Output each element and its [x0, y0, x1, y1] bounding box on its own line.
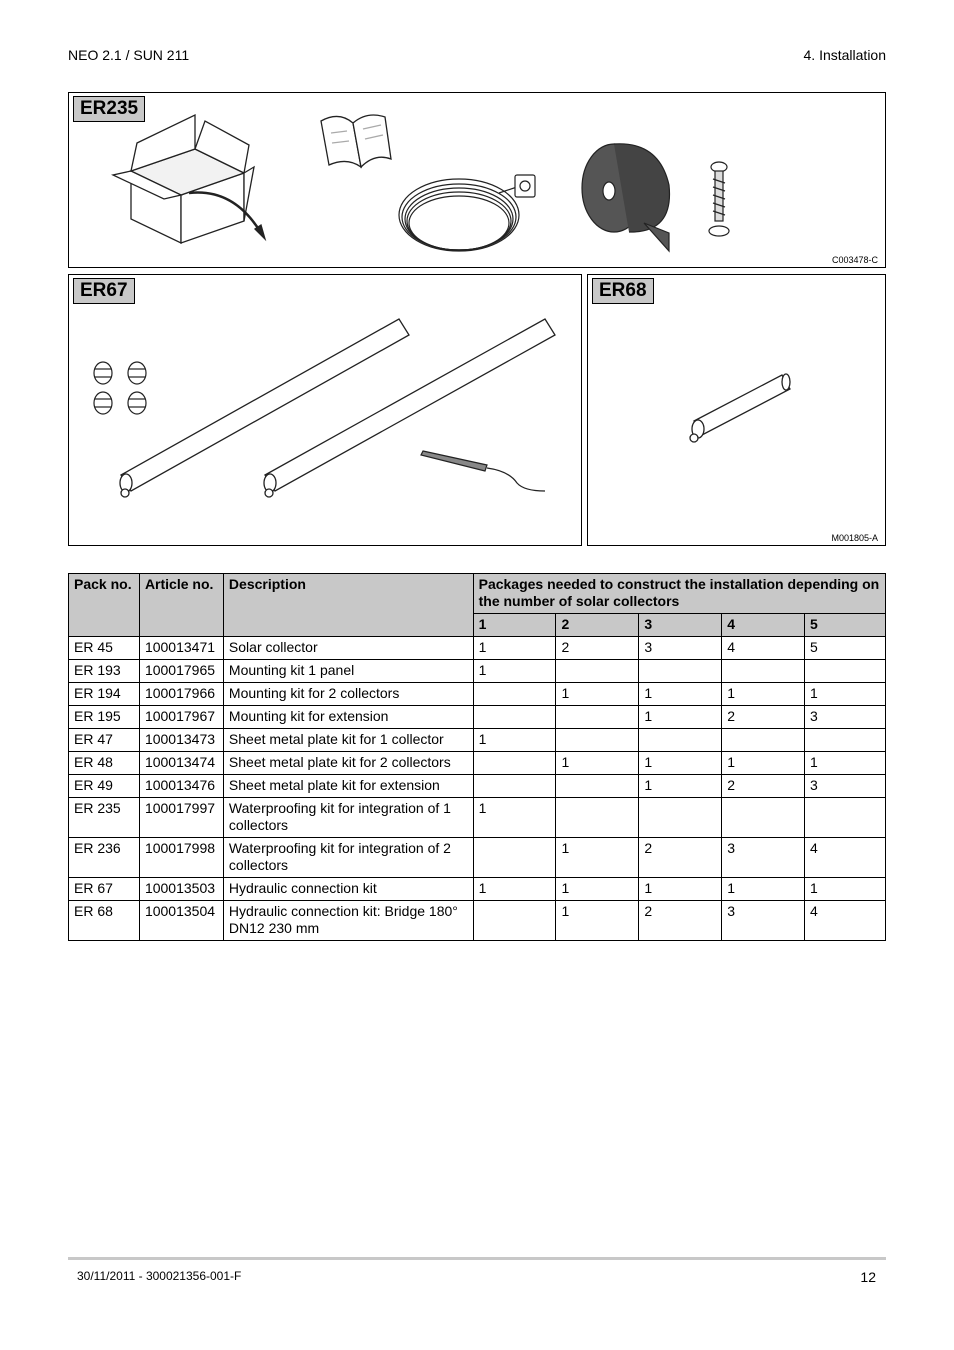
col-header-count: 5 [805, 614, 886, 637]
pack-cell: ER 49 [69, 775, 140, 798]
count-cell: 1 [722, 878, 805, 901]
count-cell: 3 [805, 706, 886, 729]
count-cell [722, 798, 805, 838]
count-cell: 1 [639, 878, 722, 901]
table-row [69, 683, 886, 706]
article-cell: 100017998 [139, 838, 223, 878]
description-cell: Hydraulic connection kit [223, 878, 473, 901]
col-header-description: Description [223, 574, 473, 637]
pack-cell: ER 195 [69, 706, 140, 729]
header-section: 4. Installation [803, 47, 886, 63]
col-header-count: 3 [639, 614, 722, 637]
count-cell: 2 [722, 706, 805, 729]
count-cell [473, 752, 556, 775]
count-cell: 1 [639, 683, 722, 706]
footer-doc-ref: 30/11/2011 - 300021356-001-F [77, 1269, 242, 1283]
table-row [69, 901, 886, 941]
figure-label-er235: ER235 [73, 96, 145, 122]
table-row [69, 752, 886, 775]
count-cell: 1 [639, 706, 722, 729]
er68-illustration [588, 275, 887, 547]
count-cell [722, 729, 805, 752]
count-cell: 4 [805, 838, 886, 878]
count-cell [639, 660, 722, 683]
count-cell: 1 [473, 878, 556, 901]
col-header-article: Article no. [139, 574, 223, 637]
count-cell: 1 [639, 752, 722, 775]
col-header-pack: Pack no. [69, 574, 140, 637]
footer-divider [68, 1257, 886, 1260]
count-cell [556, 798, 639, 838]
count-cell [556, 706, 639, 729]
description-cell: Waterproofing kit for integration of 2 collectors [223, 838, 473, 878]
count-cell: 3 [722, 838, 805, 878]
count-cell: 1 [473, 798, 556, 838]
figure-code-er235: C003478-C [831, 255, 878, 265]
count-cell: 1 [805, 683, 886, 706]
count-cell: 5 [805, 637, 886, 660]
table-row [69, 706, 886, 729]
table-row [69, 775, 886, 798]
article-cell: 100017967 [139, 706, 223, 729]
figure-code-er68: M001805-A [831, 533, 878, 543]
pack-cell: ER 47 [69, 729, 140, 752]
col-header-count: 4 [722, 614, 805, 637]
description-cell: Sheet metal plate kit for extension [223, 775, 473, 798]
er67-illustration [69, 275, 583, 547]
count-cell [722, 660, 805, 683]
pipe-bridge-icon [690, 374, 790, 442]
table-row [69, 637, 886, 660]
description-cell: Mounting kit 1 panel [223, 660, 473, 683]
count-cell [556, 775, 639, 798]
article-cell: 100013504 [139, 901, 223, 941]
figure-er235 [68, 92, 886, 268]
count-cell: 1 [556, 752, 639, 775]
pack-cell: ER 48 [69, 752, 140, 775]
pack-cell: ER 67 [69, 878, 140, 901]
description-cell: Mounting kit for extension [223, 706, 473, 729]
col-header-count: 2 [556, 614, 639, 637]
count-cell [805, 798, 886, 838]
description-cell: Waterproofing kit for integration of 1 collectors [223, 798, 473, 838]
article-cell: 100017997 [139, 798, 223, 838]
table-row [69, 660, 886, 683]
count-cell: 1 [556, 838, 639, 878]
tube-coil-icon [399, 175, 535, 251]
count-cell: 1 [556, 683, 639, 706]
pack-cell: ER 68 [69, 901, 140, 941]
count-cell: 1 [473, 660, 556, 683]
col-header-packages: Packages needed to construct the installation depending on the number of solar collectors [473, 574, 885, 614]
count-cell: 1 [556, 878, 639, 901]
figure-label-er67: ER67 [73, 278, 135, 304]
screw-icon [709, 162, 729, 236]
kits-table [68, 573, 886, 941]
table-row [69, 798, 886, 838]
count-cell: 2 [639, 838, 722, 878]
count-cell [639, 729, 722, 752]
count-cell: 2 [722, 775, 805, 798]
fittings-icon [94, 362, 146, 414]
count-cell [556, 729, 639, 752]
description-cell: Sheet metal plate kit for 1 collector [223, 729, 473, 752]
pack-cell: ER 193 [69, 660, 140, 683]
count-cell [556, 660, 639, 683]
count-cell: 1 [473, 637, 556, 660]
page-number: 12 [860, 1269, 876, 1285]
manual-book-icon [321, 115, 391, 167]
count-cell [805, 729, 886, 752]
count-cell: 1 [805, 752, 886, 775]
count-cell: 2 [556, 637, 639, 660]
article-cell: 100013474 [139, 752, 223, 775]
pack-cell: ER 194 [69, 683, 140, 706]
count-cell: 4 [722, 637, 805, 660]
header-title: NEO 2.1 / SUN 211 [68, 47, 190, 63]
col-header-count: 1 [473, 614, 556, 637]
count-cell: 4 [805, 901, 886, 941]
table-header-row [69, 574, 886, 614]
pack-cell: ER 236 [69, 838, 140, 878]
count-cell [473, 775, 556, 798]
article-cell: 100013476 [139, 775, 223, 798]
description-cell: Sheet metal plate kit for 2 collectors [223, 752, 473, 775]
figure-label-er68: ER68 [592, 278, 654, 304]
article-cell: 100013471 [139, 637, 223, 660]
description-cell: Mounting kit for 2 collectors [223, 683, 473, 706]
pack-cell: ER 235 [69, 798, 140, 838]
insulated-pipe-icon [264, 319, 555, 497]
sensor-cable-icon [421, 451, 545, 491]
pack-cell: ER 45 [69, 637, 140, 660]
er235-illustration [69, 93, 887, 269]
count-cell: 3 [639, 637, 722, 660]
carton-box-icon [113, 115, 265, 243]
count-cell: 1 [473, 729, 556, 752]
count-cell: 3 [722, 901, 805, 941]
table-body [69, 637, 886, 941]
description-cell: Solar collector [223, 637, 473, 660]
count-cell: 1 [556, 901, 639, 941]
count-cell: 1 [639, 775, 722, 798]
article-cell: 100017966 [139, 683, 223, 706]
count-cell: 3 [805, 775, 886, 798]
article-cell: 100013503 [139, 878, 223, 901]
article-cell: 100017965 [139, 660, 223, 683]
count-cell [473, 683, 556, 706]
figure-er67 [68, 274, 582, 546]
count-cell [473, 706, 556, 729]
count-cell: 1 [722, 683, 805, 706]
count-cell [639, 798, 722, 838]
tape-roll-icon [582, 144, 670, 251]
count-cell [473, 838, 556, 878]
count-cell [805, 660, 886, 683]
count-cell: 1 [722, 752, 805, 775]
count-cell: 2 [639, 901, 722, 941]
table-row [69, 729, 886, 752]
article-cell: 100013473 [139, 729, 223, 752]
figure-er68 [587, 274, 886, 546]
count-cell: 1 [805, 878, 886, 901]
table-row [69, 878, 886, 901]
table-row [69, 838, 886, 878]
insulated-pipe-icon [120, 319, 409, 497]
count-cell [473, 901, 556, 941]
description-cell: Hydraulic connection kit: Bridge 180° DN12 230 mm [223, 901, 473, 941]
